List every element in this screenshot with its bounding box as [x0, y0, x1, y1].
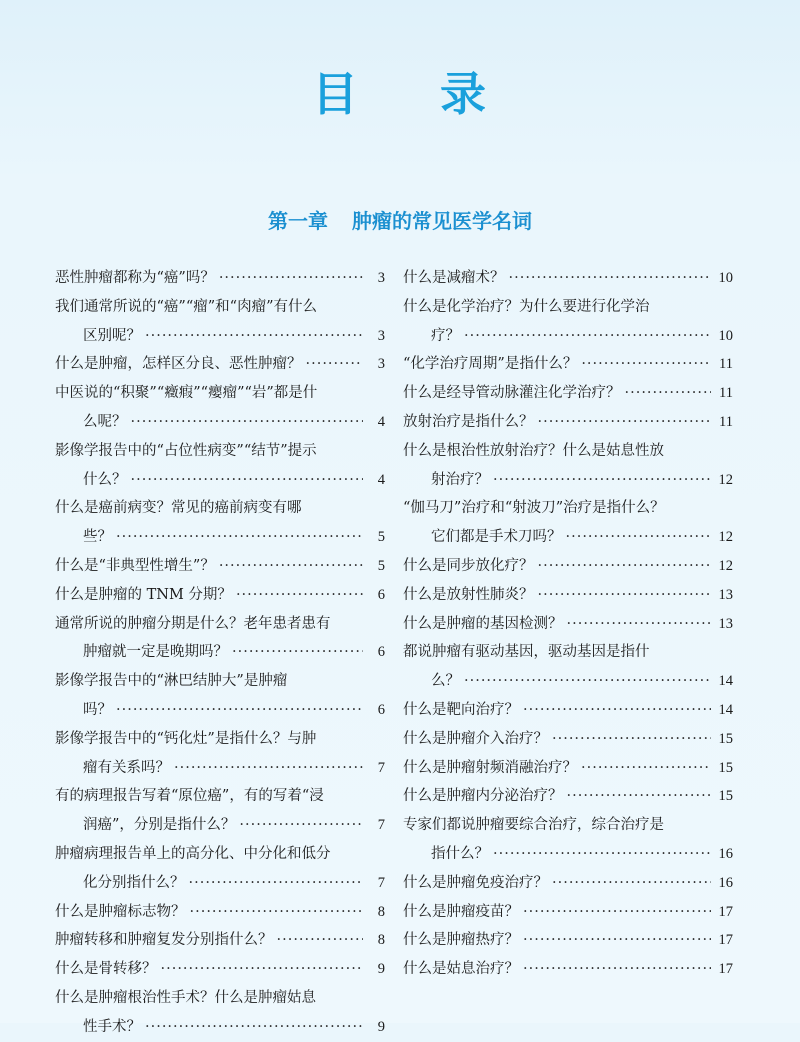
title-char-1: 目	[312, 67, 360, 121]
toc-entry-text: 么？	[431, 673, 460, 690]
dot-leader	[116, 696, 363, 725]
toc-entry-text: 肿瘤就一定是晚期吗？	[83, 644, 228, 661]
toc-entry-text: 瘤有关系吗？	[83, 759, 170, 776]
toc-page-number: 17	[718, 903, 733, 920]
toc-entry-text: 它们都是手术刀吗？	[431, 529, 562, 546]
toc-entry-text: 有的病理报告写着“原位癌”，有的写着“浸	[55, 788, 324, 805]
toc-entry[interactable]	[403, 408, 733, 437]
dot-leader	[581, 754, 711, 783]
toc-column-left	[55, 264, 385, 1042]
toc-entry-text: 什么是骨转移？	[55, 961, 157, 978]
dot-leader	[219, 264, 363, 293]
dot-leader	[538, 581, 712, 610]
dot-leader	[581, 350, 711, 379]
toc-page-number: 12	[718, 471, 733, 488]
toc-page-number: 15	[718, 759, 733, 776]
toc-entry-text: 什么是肿瘤疫苗？	[403, 903, 519, 920]
toc-entry-text: 吗？	[83, 701, 112, 718]
toc-entry[interactable]	[403, 437, 733, 495]
toc-entry-text: 我们通常所说的“癌”“瘤”和“肉瘤”有什么	[55, 298, 317, 315]
toc-entry-text: 什么？	[83, 471, 127, 488]
dot-leader	[567, 782, 712, 811]
toc-entry-text: 什么是肿瘤的 TNM 分期？	[55, 586, 232, 603]
toc-entry[interactable]	[403, 782, 733, 811]
toc-entry[interactable]	[403, 869, 733, 898]
toc-entry-text: 什么是肿瘤根治性手术？什么是肿瘤姑息	[55, 989, 316, 1006]
dot-leader	[523, 926, 711, 955]
toc-entry[interactable]	[403, 581, 733, 610]
dot-leader	[625, 379, 712, 408]
toc-entry-text: 什么是同步放化疗？	[403, 557, 534, 574]
dot-leader	[131, 408, 364, 437]
toc-page-number: 6	[377, 701, 385, 718]
toc-entry[interactable]	[55, 840, 385, 898]
toc-entry[interactable]	[403, 725, 733, 754]
toc-entry-text: 指什么？	[431, 845, 489, 862]
toc-page-number: 13	[718, 615, 733, 632]
toc-page-number: 7	[377, 759, 385, 776]
toc-entry[interactable]	[55, 955, 385, 984]
toc-entry-text: 恶性肿瘤都称为“癌”吗？	[55, 270, 215, 286]
toc-entry-text: 什么是肿瘤的基因检测？	[403, 615, 563, 632]
toc-entry-text: 润癌”，分别是指什么？	[83, 817, 236, 834]
chapter-heading	[0, 205, 800, 234]
toc-page-number: 12	[718, 557, 733, 574]
toc-entry-text: 肿瘤转移和肿瘤复发分别指什么？	[55, 932, 273, 949]
toc-entry-text: 都说肿瘤有驱动基因，驱动基因是指什	[403, 644, 650, 661]
toc-entry[interactable]	[403, 754, 733, 783]
toc-entry[interactable]	[403, 379, 733, 408]
toc-entry-text: 什么是靶向治疗？	[403, 701, 519, 718]
toc-entry-text: 什么是肿瘤标志物？	[55, 903, 186, 920]
toc-page-number: 11	[719, 413, 733, 430]
dot-leader	[190, 898, 364, 927]
toc-entry-text: 中医说的“积聚”“癥瘕”“瘿瘤”“岩”都是什	[55, 385, 318, 402]
dot-leader	[567, 610, 712, 639]
dot-leader	[523, 955, 711, 984]
dot-leader	[131, 466, 364, 495]
toc-page-number: 3	[377, 327, 385, 344]
toc-entry-text: 化分别指什么？	[83, 874, 185, 891]
toc-page-number: 14	[718, 673, 733, 690]
toc-page-number: 13	[718, 586, 733, 603]
toc-entry-text: “伽马刀”治疗和“射波刀”治疗是指什么？	[403, 500, 665, 517]
dot-leader	[493, 466, 711, 495]
toc-page-number: 4	[377, 413, 385, 430]
toc-page-number: 11	[719, 356, 733, 373]
toc-entry[interactable]	[55, 581, 385, 610]
page-title	[0, 58, 800, 124]
dot-leader	[174, 754, 363, 783]
dot-leader	[116, 523, 363, 552]
toc-entry[interactable]	[55, 667, 385, 725]
toc-entry[interactable]	[55, 350, 385, 379]
dot-leader	[145, 322, 363, 351]
toc-entry-text: 影像学报告中的“钙化灶”是指什么？与肿	[55, 730, 317, 747]
dot-leader	[189, 869, 364, 898]
toc-entry[interactable]	[55, 437, 385, 495]
toc-entry-text: 通常所说的肿瘤分期是什么？老年患者患有	[55, 615, 331, 632]
dot-leader	[523, 696, 711, 725]
dot-leader	[239, 811, 363, 840]
toc-entry[interactable]	[55, 610, 385, 668]
title-char-2: 录	[440, 67, 488, 121]
toc-entry-text: 些？	[83, 529, 112, 546]
toc-entry[interactable]	[55, 494, 385, 552]
toc-entry-text: 什么是经导管动脉灌注化学治疗？	[403, 385, 621, 402]
toc-page-number: 15	[718, 788, 733, 805]
toc-entry[interactable]	[403, 552, 733, 581]
toc-page-number: 7	[377, 874, 385, 891]
dot-leader	[538, 408, 712, 437]
toc-entry-text: 肿瘤病理报告单上的高分化、中分化和低分	[55, 845, 331, 862]
toc-entry[interactable]	[403, 638, 733, 696]
dot-leader	[464, 322, 711, 351]
toc-page-number: 14	[718, 701, 733, 718]
toc-entry[interactable]	[403, 494, 733, 552]
dot-leader	[538, 552, 712, 581]
toc-entry[interactable]	[55, 725, 385, 783]
toc-entry-text: 什么是肿瘤热疗？	[403, 932, 519, 949]
toc-entry[interactable]	[403, 610, 733, 639]
toc-entry-text: 什么是放射性肺炎？	[403, 586, 534, 603]
dot-leader	[236, 581, 363, 610]
toc-page-number: 15	[718, 730, 733, 747]
dot-leader	[464, 667, 711, 696]
toc-page-number: 4	[377, 471, 385, 488]
toc-entry-text: 射治疗？	[431, 471, 489, 488]
toc-page-number: 12	[718, 529, 733, 546]
toc-entry[interactable]	[403, 898, 733, 927]
toc-entry[interactable]	[403, 350, 733, 379]
toc-entry-text: 影像学报告中的“占位性病变”“结节”提示	[55, 442, 317, 459]
toc-page-number: 9	[377, 1018, 385, 1035]
dot-leader	[232, 638, 363, 667]
dot-leader	[552, 869, 711, 898]
dot-leader	[552, 725, 711, 754]
toc-entry[interactable]	[55, 782, 385, 840]
toc-page-number: 6	[377, 586, 385, 603]
toc-page-number: 17	[718, 961, 733, 978]
toc-entry[interactable]	[55, 264, 385, 293]
toc-entry-text: 什么是化学治疗？为什么要进行化学治	[403, 298, 650, 315]
toc-entry[interactable]	[55, 379, 385, 437]
toc-entry-text: 什么是肿瘤介入治疗？	[403, 730, 548, 747]
toc-entry[interactable]	[55, 898, 385, 927]
toc-entry[interactable]	[403, 811, 733, 869]
toc-page-number: 5	[377, 529, 385, 546]
toc-entry-text: “化学治疗周期”是指什么？	[403, 356, 578, 373]
toc-entry[interactable]	[403, 955, 733, 984]
toc-page-number: 10	[718, 270, 733, 286]
toc-page-number: 16	[718, 874, 733, 891]
dot-leader	[523, 898, 711, 927]
toc-page-number: 3	[377, 270, 385, 286]
toc-entry-text: 什么是肿瘤免疫治疗？	[403, 874, 548, 891]
toc-page-number: 8	[377, 903, 385, 920]
dot-leader	[566, 523, 712, 552]
toc-page-number: 7	[377, 817, 385, 834]
toc-entry-text: 什么是根治性放射治疗？什么是姑息性放	[403, 442, 664, 459]
dot-leader	[219, 552, 363, 581]
toc-entry-text: 什么是癌前病变？常见的癌前病变有哪	[55, 500, 302, 517]
toc-entry-text: 性手术？	[83, 1018, 141, 1035]
toc-page-number: 11	[719, 385, 733, 402]
chapter-name: 肿瘤的常见医学名词	[352, 209, 532, 233]
dot-leader	[509, 264, 712, 293]
toc-column-right	[403, 264, 733, 984]
toc-entry[interactable]	[55, 293, 385, 351]
toc-entry-text: 什么是姑息治疗？	[403, 961, 519, 978]
toc-entry-text: 什么是肿瘤，怎样区分良、恶性肿瘤？	[55, 356, 302, 373]
toc-entry[interactable]	[403, 696, 733, 725]
toc-entry-text: 区别呢？	[83, 327, 141, 344]
dot-leader	[161, 955, 364, 984]
chapter-label: 第一章	[268, 209, 328, 233]
toc-entry[interactable]	[403, 293, 733, 351]
dot-leader	[306, 350, 364, 379]
toc-page-number: 8	[377, 932, 385, 949]
toc-entry[interactable]	[403, 264, 733, 293]
toc-page-number: 16	[718, 845, 733, 862]
toc-entry-text: 么呢？	[83, 413, 127, 430]
toc-entry[interactable]	[403, 926, 733, 955]
toc-page-number: 6	[377, 644, 385, 661]
toc-entry[interactable]	[55, 984, 385, 1042]
toc-entry-text: 疗？	[431, 327, 460, 344]
toc-entry-text: 什么是减瘤术？	[403, 270, 505, 286]
toc-entry-text: 什么是肿瘤内分泌治疗？	[403, 788, 563, 805]
toc-page-number: 10	[718, 327, 733, 344]
toc-entry-text: 什么是“非典型性增生”？	[55, 557, 215, 574]
toc-entry-text: 放射治疗是指什么？	[403, 413, 534, 430]
toc-entry[interactable]	[55, 926, 385, 955]
toc-entry[interactable]	[55, 552, 385, 581]
dot-leader	[493, 840, 711, 869]
toc-entry-text: 影像学报告中的“淋巴结肿大”是肿瘤	[55, 673, 288, 690]
toc-page-number: 17	[718, 932, 733, 949]
toc-page-number: 3	[377, 356, 385, 373]
dot-leader	[145, 1013, 363, 1042]
toc-page-number: 5	[377, 557, 385, 574]
toc-entry-text: 专家们都说肿瘤要综合治疗，综合治疗是	[403, 817, 664, 834]
toc-page-number: 9	[377, 961, 385, 978]
toc-entry-text: 什么是肿瘤射频消融治疗？	[403, 759, 577, 776]
dot-leader	[277, 926, 364, 955]
